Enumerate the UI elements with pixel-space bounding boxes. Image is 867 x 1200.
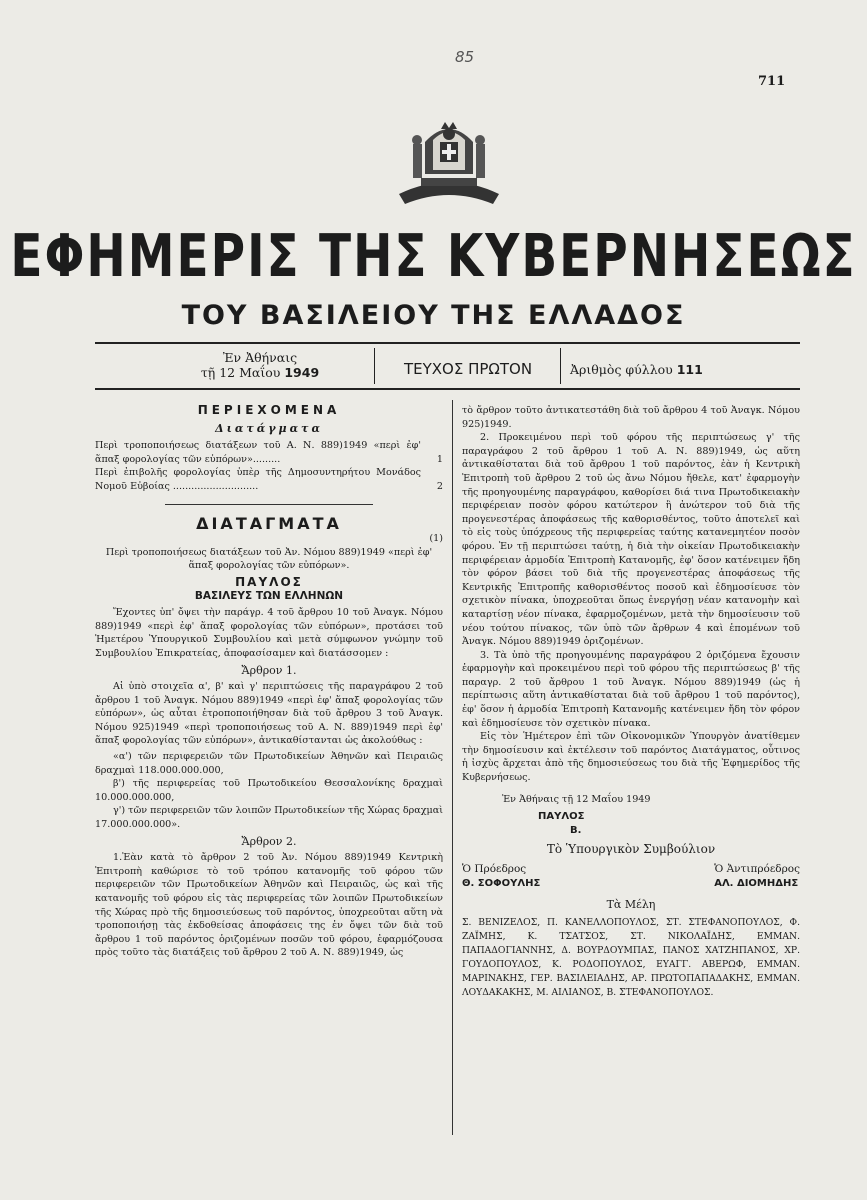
contents-item-text: Περὶ ἐπιβολῆς φορολογίας ὑπὲρ τῆς Δημοσυντηρήτου Μονάδος Νομοῦ Εὐβοίας ............................ bbox=[95, 467, 421, 492]
gazette-title: ΕΦΗΜΕΡΙΣ ΤΗΣ ΚΥΒΕΡΝΗΣΕΩΣ bbox=[10, 222, 857, 291]
article-2-continuation: τὸ ἄρθρον τοῦτο ἀντικατεστάθη διὰ τοῦ ἄρθρου 4 τοῦ Ἀναγκ. Νόμου 925)1949. bbox=[462, 405, 800, 430]
sheet-value: 111 bbox=[676, 362, 703, 377]
council-label: Τὸ Ὑπουργικὸν Συμβούλιον bbox=[546, 842, 716, 857]
president-name: Θ. ΣΟΦΟΥΛΗΣ bbox=[462, 877, 541, 889]
article-1-case-a: «α') τῶν περιφερειῶν τῶν Πρωτοδικείων Ἀθηνῶν καὶ Πειραιῶς δραχμαὶ 118.000.000.000, bbox=[95, 751, 443, 776]
decree-about: Περὶ τροποποιήσεως διατάξεων τοῦ Ἀν. Νόμου 889)1949 «περὶ ἐφ' ἅπαξ φορολογίας τῶν εὐπόρων». bbox=[105, 546, 433, 572]
article-2-paragraph-3: 3. Τὰ ὑπὸ τῆς προηγουμένης παραγράφου 2 ὁριζόμενα ἔχουσιν ἐφαρμογὴν καὶ προκειμένου περὶ τοῦ φόρου τῆς περιπτώσεως β' τῆς παραγρ. 2 τοῦ ἄρθρου 1 τοῦ Ἀναγκ. Νόμου 889)1949 (ὡς ἡ περίπτωσις αὕτη ἀντικαθίσταται διὰ τοῦ ἄρθρου 1 τοῦ παρόντος), ἐφ' ὅσον ἡ ἁρμοδία Ἐπιτροπὴ Κατανομῆς κατένειμεν ἤδη τὸν φόρον καὶ ἐδημοσίευσε τὸν σχετικὸν πίνακα. bbox=[462, 649, 800, 729]
contents-heading: ΠΕΡΙΕΧΟΜΕΝΑ bbox=[197, 403, 341, 417]
contents-item bbox=[95, 466, 443, 493]
decree-preamble: Ἔχοντες ὑπ' ὄψει τὴν παράγρ. 4 τοῦ ἄρθρου 10 τοῦ Ἀναγκ. Νόμου 889)1949 «περὶ ἐφ' ἅπαξ φορολογίας τῶν εὐπόρων», προτάσει τοῦ Ἡμετέρου Ὑπουργικοῦ Συμβουλίου καὶ μετὰ σύμφωνον γνώμην τοῦ Συμβουλίου Ἐπικρατείας, ἀποφασίσαμεν καὶ διατάσσομεν : bbox=[95, 607, 443, 659]
column-divider bbox=[452, 400, 453, 1135]
article-2-paragraph-1: 1.Ἐὰν κατὰ τὸ ἄρθρον 2 τοῦ Ἀν. Νόμου 889)1949 Κεντρικὴ Ἐπιτροπὴ καθώρισε τὸ τοῦ τρόπου κατανομῆς τοῦ φόρου τῶν περιφερειῶν τῶν Πρωτοδικείων Ἀθηνῶν καὶ Πειραιῶς, ὡς καὶ τῆς κατανομῆς τοῦ φόρου εἰς τὰς περιφερείας τῶν λοιπῶν Πρωτοδικείων τῆς Χώρας πρὸ τῆς δημοσιεύσεως τοῦ παρόντος, ὑποχρεοῦται αὕτη νὰ τροποποιήσῃ τὰς ἐκδοθείσας ἀποφάσεις της ἐν ὄψει τῶν διὰ τοῦ ἄρθρου 1 τοῦ παρόντος ὁριζομένων ποσῶν τοῦ φόρου, ἐφαρμόζουσα πρὸς τοῦτο τὰς διατάξεις τοῦ ἄρθρου 2 τοῦ Α. Ν. 889)1949, ὡς bbox=[95, 852, 443, 959]
article-1-case-c: γ') τῶν περιφερειῶν τῶν λοιπῶν Πρωτοδικείων τῆς Χώρας δραχμαὶ 17.000.000.000». bbox=[95, 805, 443, 831]
president-label: Ὁ Πρόεδρος bbox=[462, 863, 527, 875]
contents-item-page: 1 bbox=[436, 453, 443, 465]
execution-clause: Εἰς τὸν Ἡμέτερον ἐπὶ τῶν Οἰκονομικῶν Ὑπουργὸν ἀνατίθεμεν τὴν δημοσίευσιν καὶ ἐκτέλεσιν τοῦ παρόντος Διατάγματος, οὗτινος ἡ ἰσχὺς ἄρχεται ἀπὸ τῆς δημοσιεύσεως του διὰ τῆς Ἐφημερίδος τῆς Κυβερνήσεως. bbox=[462, 731, 800, 784]
members-label: Τὰ Μέλη bbox=[606, 898, 656, 912]
gazette-subtitle: ΤΟΥ ΒΑΣΙΛΕΙΟΥ ΤΗΣ ΕΛΛΑΔΟΣ bbox=[181, 300, 686, 331]
handwritten-number: 85 bbox=[455, 48, 475, 66]
left-column bbox=[95, 404, 443, 960]
signed-date: Ἐν Ἀθήναις τῇ 12 Μαΐου 1949 bbox=[502, 793, 651, 805]
sheet-label: Ἀριθμὸς φύλλου bbox=[570, 362, 673, 377]
members-list: Σ. ΒΕΝΙΖΕΛΟΣ, Π. ΚΑΝΕΛΛΟΠΟΥΛΟΣ, ΣΤ. ΣΤΕΦΑΝΟΠΟΥΛΟΣ, Φ. ΖΑΪΜΗΣ, Κ. ΤΣΑΤΣΟΣ, ΣΤ. ΝΙΚΟΛΑΪΔΗΣ, ΕΜΜΑΝ. ΠΑΠΑΔΟΓΙΑΝΝΗΣ, Δ. ΒΟΥΡΔΟΥΜΠΑΣ, ΠΑΝΟΣ ΧΑΤΖΗΠΑΝΟΣ, ΧΡ. ΓΟΥΔΟΠΟΥΛΟΣ, Κ. ΡΟΔΟΠΟΥΛΟΣ, ΕΥΑΓΓ. ΑΒΕΡΩΦ, ΕΜΜΑΝ. ΜΑΡΙΝΑΚΗΣ, ΓΕΡ. ΒΑΣΙΛΕΙΑΔΗΣ, ΑΡ. ΠΡΩΤΟΠΑΠΑΔΑΚΗΣ, ΕΜΜΑΝ. ΛΟΥΔΑΚΑΚΗΣ, Μ. ΑΙΛΙΑΝΟΣ, Β. ΣΤΕΦΑΝΟΠΟΥΛΟΣ. bbox=[462, 916, 800, 998]
decree-number: (1) bbox=[429, 533, 443, 545]
contents-item-text: Περὶ τροποποιήσεως διατάξεων τοῦ Α. Ν. 889)1949 «περὶ ἐφ' ἅπαξ φορολογίας τῶν εὐπόρων»......... bbox=[95, 440, 421, 465]
article-1-title: Ἄρθρον 1. bbox=[241, 663, 297, 677]
king-name: ΠΑΥΛΟΣ bbox=[235, 574, 303, 589]
vice-president-name: ΑΛ. ΔΙΟΜΗΔΗΣ bbox=[714, 877, 799, 889]
contents-subheading: Διατάγματα bbox=[215, 421, 323, 435]
header-divider bbox=[560, 348, 561, 384]
council-officers bbox=[462, 863, 800, 890]
contents-item-page: 2 bbox=[436, 480, 443, 492]
decree-heading: ΔΙΑΤΑΓΜΑΤΑ bbox=[196, 513, 342, 533]
signature-name: ΠΑΥΛΟΣ bbox=[538, 811, 585, 823]
issue-label: ΤΕΥΧΟΣ ΠΡΩΤΟΝ bbox=[403, 360, 533, 378]
header-place-date bbox=[160, 350, 360, 380]
signature-initial: Β. bbox=[570, 824, 582, 836]
page-number: 711 bbox=[758, 74, 786, 89]
right-column bbox=[462, 404, 800, 1000]
king-title: ΒΑΣΙΛΕΥΣ ΤΩΝ ΕΛΛΗΝΩΝ bbox=[194, 589, 344, 602]
contents-separator bbox=[165, 504, 373, 505]
sheet-number bbox=[570, 362, 703, 377]
header-bottom-rule bbox=[95, 388, 800, 390]
article-2-paragraph-2: 2. Προκειμένου περὶ τοῦ φόρου τῆς περιπτώσεως γ' τῆς παραγράφου 2 τοῦ ἄρθρου 1 τοῦ Α. Ν. 889)1949, ὡς αὕτη ἀντικαθίσταται διὰ τοῦ ἄρθρου 1 τοῦ παρόντος, ἐὰν ἡ Κεντρικὴ Ἐπιτροπὴ τοῦ ἄρθρου 2 τοῦ ὡς ἄνω Νόμου ἤθελε, κατ' ἐφαρμογὴν τῆς προηγουμένης παραγράφου, καθορίσει διά τινα Πρωτοδικειακὴν περιφέρειαν ποσὸν φόρου κατώτερον ἢ ἀνώτερον τοῦ διὰ τῆς προγενεστέρας ἀποφάσεως τῆς καθορισθέντος, τοῦτο ἀποτελεῖ καὶ τὸ εἰς τοὺς ὑπόχρεους τῆς περιφερείας ταύτης κατανεμητέον ποσὸν φόρου. Ἐν τῇ περιπτώσει ταύτῃ, ἡ διὰ τὴν οἰκείαν Πρωτοδικειακὴν περιφέρειαν ἁρμοδία Ἐπιτροπὴ Κατανομῆς, ἐφ' ὅσον κατένειμεν ἤδη τὸν φόρον βάσει τοῦ διὰ τῆς προγενεστέρας ἀποφάσεως τῆς Κεντρικῆς Ἐπιτροπῆς καθορισθέντος ποσοῦ καὶ ἐδημοσίευσε τὸν σχετικὸν πίνακα, ὑποχρεοῦται ὅπως ἐνεργήσῃ νέαν κατανομὴν καὶ καταρτίσῃ νέον πίνακα, ἐφαρμοζομένων, μετὰ τὴν δημοσίευσιν τοῦ νέου τούτου πίνακος, τῶν ὑπὸ τῶν ἄρθρων 4 καὶ ἑπομένων τοῦ Ἀναγκ. Νόμου 889)1949 ὁριζομένων. bbox=[462, 432, 800, 648]
header-year: 1949 bbox=[284, 365, 320, 380]
royal-coat-of-arms-icon bbox=[393, 112, 505, 216]
vice-president-block bbox=[714, 863, 800, 890]
header-place: Ἐν Ἀθήναις bbox=[222, 350, 298, 365]
header-top-rule bbox=[95, 342, 800, 344]
header-date: τῇ 12 Μαΐου bbox=[200, 365, 281, 380]
article-1-text: Αἱ ὑπὸ στοιχεῖα α', β' καὶ γ' περιπτώσεις τῆς παραγράφου 2 τοῦ ἄρθρου 1 τοῦ Ἀναγκ. Νόμου 889)1949 «περὶ ἐφ' ἅπαξ φορολογίας τῶν εὐπόρων», ὡς αὗται ἐτροποποιήθησαν διὰ τοῦ ἄρθρου 3 τοῦ Ἀναγκ. Νόμου 925)1949 «περὶ τροποποιήσεως τοῦ Α. Ν. 889)1949 περὶ ἐφ' ἅπαξ φορολογίας τῶν εὐπόρων», ἀντικαθίστανται ὡς ἀκολούθως : bbox=[95, 681, 443, 747]
header-divider bbox=[374, 348, 375, 384]
article-2-title: Ἄρθρον 2. bbox=[241, 834, 297, 848]
contents-item bbox=[95, 439, 443, 466]
article-1-case-b: β') τῆς περιφερείας τοῦ Πρωτοδικείου Θεσσαλονίκης δραχμαὶ 10.000.000.000, bbox=[95, 778, 443, 803]
president-block bbox=[462, 863, 540, 890]
vice-president-label: Ὁ Ἀντιπρόεδρος bbox=[714, 863, 800, 875]
